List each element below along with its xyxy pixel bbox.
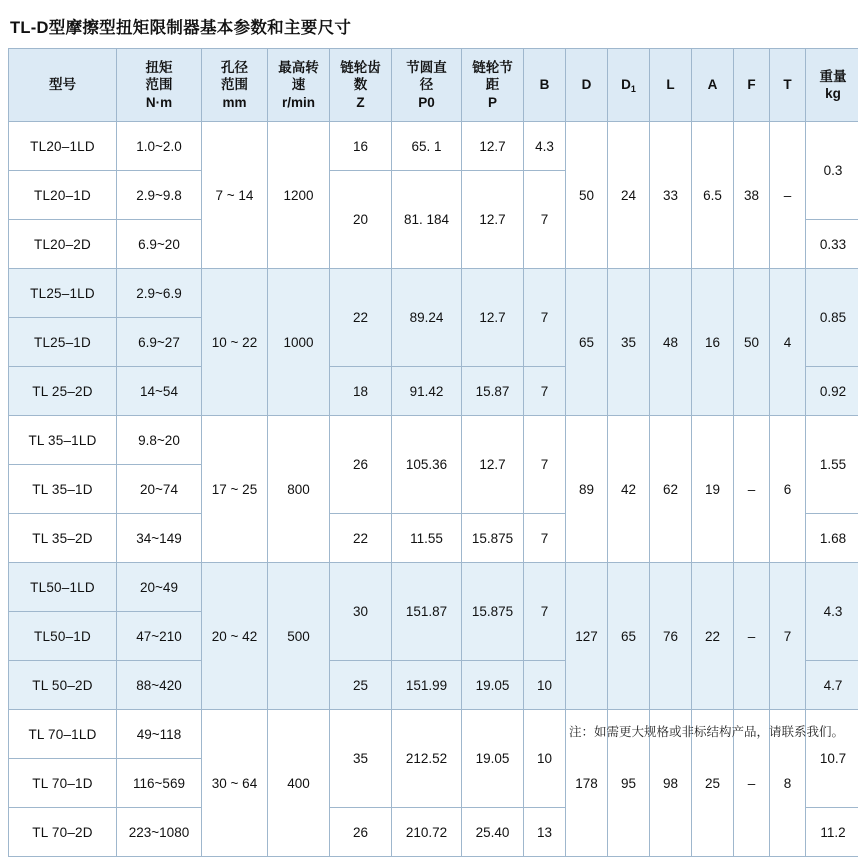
cell-weight: 0.92 xyxy=(806,367,858,416)
cell-pitch-dia: 151.99 xyxy=(392,661,462,710)
cell-f: – xyxy=(734,563,770,710)
table-row xyxy=(9,269,858,318)
cell-pitch-dia: 212.52 xyxy=(392,710,462,808)
header-line: F xyxy=(747,77,755,92)
cell-B: 10 xyxy=(524,661,566,710)
col-header-a xyxy=(692,49,734,122)
footer-note: 注：如需更大规格或非标结构产品，请联系我们。 xyxy=(569,722,844,740)
cell-f: – xyxy=(734,416,770,563)
cell-max-speed: 1200 xyxy=(268,122,330,269)
cell-weight: 4.7 xyxy=(806,661,858,710)
header-line: 节圆直 xyxy=(393,59,460,76)
cell-chain-pitch: 15.875 xyxy=(462,563,524,661)
cell-chain-pitch: 12.7 xyxy=(462,416,524,514)
cell-B: 7 xyxy=(524,171,566,269)
cell-torque-range: 20~74 xyxy=(117,465,202,514)
table-header xyxy=(9,49,858,122)
header-line: 径 xyxy=(393,76,460,93)
cell-pitch-dia: 151.87 xyxy=(392,563,462,661)
header-line: r/min xyxy=(269,94,328,111)
cell-model: TL 70–1LD xyxy=(9,710,117,759)
cell-teeth: 22 xyxy=(330,269,392,367)
col-header-d xyxy=(566,49,608,122)
col-header-teeth xyxy=(330,49,392,122)
cell-chain-pitch: 15.87 xyxy=(462,367,524,416)
cell-a: 6.5 xyxy=(692,122,734,269)
cell-model: TL 35–2D xyxy=(9,514,117,563)
header-line: 距 xyxy=(463,76,522,93)
table-row xyxy=(9,416,858,465)
cell-weight: 10.7 xyxy=(806,710,858,808)
cell-max-speed: 500 xyxy=(268,563,330,710)
cell-torque-range: 34~149 xyxy=(117,514,202,563)
cell-d1: 95 xyxy=(608,710,650,857)
cell-chain-pitch: 12.7 xyxy=(462,269,524,367)
cell-pitch-dia: 105.36 xyxy=(392,416,462,514)
cell-model: TL 35–1D xyxy=(9,465,117,514)
cell-B: 7 xyxy=(524,514,566,563)
cell-torque-range: 9.8~20 xyxy=(117,416,202,465)
cell-torque-range: 116~569 xyxy=(117,759,202,808)
cell-t: 8 xyxy=(770,710,806,857)
cell-a: 19 xyxy=(692,416,734,563)
cell-model: TL50–1LD xyxy=(9,563,117,612)
cell-torque-range: 223~1080 xyxy=(117,808,202,857)
col-header-pitch-diameter xyxy=(392,49,462,122)
col-header-torque xyxy=(117,49,202,122)
cell-pitch-dia: 89.24 xyxy=(392,269,462,367)
header-line: 孔径 xyxy=(203,59,266,76)
table-row xyxy=(9,122,858,171)
header-line: 链轮齿 xyxy=(331,59,390,76)
cell-model: TL 50–2D xyxy=(9,661,117,710)
col-header-bore xyxy=(202,49,268,122)
col-header-weight xyxy=(806,49,858,122)
cell-f: 38 xyxy=(734,122,770,269)
cell-weight: 1.68 xyxy=(806,514,858,563)
cell-model: TL 35–1LD xyxy=(9,416,117,465)
cell-t: – xyxy=(770,122,806,269)
cell-d1: 42 xyxy=(608,416,650,563)
col-header-model xyxy=(9,49,117,122)
cell-a: 25 xyxy=(692,710,734,857)
table-body xyxy=(9,122,858,857)
cell-l: 98 xyxy=(650,710,692,857)
col-header-d1 xyxy=(608,49,650,122)
header-line: 范围 xyxy=(203,76,266,93)
cell-d: 89 xyxy=(566,416,608,563)
cell-model: TL20–2D xyxy=(9,220,117,269)
cell-weight: 0.3 xyxy=(806,122,858,220)
cell-pitch-dia: 91.42 xyxy=(392,367,462,416)
cell-torque-range: 20~49 xyxy=(117,563,202,612)
cell-a: 22 xyxy=(692,563,734,710)
header-line: D xyxy=(621,77,631,92)
cell-bore-range: 17 ~ 25 xyxy=(202,416,268,563)
cell-model: TL 70–1D xyxy=(9,759,117,808)
col-header-t xyxy=(770,49,806,122)
cell-d: 65 xyxy=(566,269,608,416)
cell-l: 48 xyxy=(650,269,692,416)
cell-teeth: 22 xyxy=(330,514,392,563)
header-line: D xyxy=(582,77,592,92)
cell-l: 33 xyxy=(650,122,692,269)
header-line: 范围 xyxy=(118,76,200,93)
cell-bore-range: 30 ~ 64 xyxy=(202,710,268,857)
cell-torque-range: 49~118 xyxy=(117,710,202,759)
col-header-f xyxy=(734,49,770,122)
cell-model: TL 25–2D xyxy=(9,367,117,416)
cell-pitch-dia: 81. 184 xyxy=(392,171,462,269)
cell-B: 10 xyxy=(524,710,566,808)
table-row xyxy=(9,563,858,612)
cell-pitch-dia: 65. 1 xyxy=(392,122,462,171)
cell-teeth: 26 xyxy=(330,416,392,514)
cell-teeth: 30 xyxy=(330,563,392,661)
cell-B: 7 xyxy=(524,269,566,367)
cell-bore-range: 20 ~ 42 xyxy=(202,563,268,710)
cell-chain-pitch: 25.40 xyxy=(462,808,524,857)
cell-chain-pitch: 19.05 xyxy=(462,710,524,808)
header-line: kg xyxy=(807,85,858,102)
header-subscript: 1 xyxy=(631,84,636,94)
cell-torque-range: 2.9~9.8 xyxy=(117,171,202,220)
header-line: mm xyxy=(203,94,266,111)
cell-chain-pitch: 19.05 xyxy=(462,661,524,710)
header-line: 扭矩 xyxy=(118,59,200,76)
header-line: N·m xyxy=(118,94,200,111)
cell-B: 13 xyxy=(524,808,566,857)
cell-model: TL20–1D xyxy=(9,171,117,220)
header-line: L xyxy=(666,77,674,92)
cell-l: 62 xyxy=(650,416,692,563)
cell-d1: 65 xyxy=(608,563,650,710)
col-header-chain-pitch xyxy=(462,49,524,122)
cell-torque-range: 14~54 xyxy=(117,367,202,416)
header-line: B xyxy=(540,77,550,92)
cell-weight: 1.55 xyxy=(806,416,858,514)
cell-teeth: 25 xyxy=(330,661,392,710)
header-line: 数 xyxy=(331,76,390,93)
header-line: 最高转 xyxy=(269,59,328,76)
cell-a: 16 xyxy=(692,269,734,416)
cell-model: TL 70–2D xyxy=(9,808,117,857)
cell-max-speed: 400 xyxy=(268,710,330,857)
cell-max-speed: 1000 xyxy=(268,269,330,416)
cell-B: 7 xyxy=(524,367,566,416)
cell-B: 7 xyxy=(524,563,566,661)
cell-teeth: 18 xyxy=(330,367,392,416)
cell-d1: 35 xyxy=(608,269,650,416)
cell-chain-pitch: 15.875 xyxy=(462,514,524,563)
cell-pitch-dia: 210.72 xyxy=(392,808,462,857)
cell-chain-pitch: 12.7 xyxy=(462,122,524,171)
col-header-l xyxy=(650,49,692,122)
cell-d: 127 xyxy=(566,563,608,710)
cell-f: – xyxy=(734,710,770,857)
cell-model: TL50–1D xyxy=(9,612,117,661)
cell-torque-range: 1.0~2.0 xyxy=(117,122,202,171)
cell-t: 7 xyxy=(770,563,806,710)
cell-model: TL25–1D xyxy=(9,318,117,367)
cell-weight: 4.3 xyxy=(806,563,858,661)
cell-model: TL25–1LD xyxy=(9,269,117,318)
header-line: A xyxy=(708,77,718,92)
cell-d: 178 xyxy=(566,710,608,857)
cell-teeth: 26 xyxy=(330,808,392,857)
col-header-b xyxy=(524,49,566,122)
cell-t: 4 xyxy=(770,269,806,416)
header-line: 链轮节 xyxy=(463,59,522,76)
cell-pitch-dia: 11.55 xyxy=(392,514,462,563)
header-line: P xyxy=(463,94,522,111)
cell-B: 4.3 xyxy=(524,122,566,171)
header-line: 型号 xyxy=(10,76,115,93)
cell-chain-pitch: 12.7 xyxy=(462,171,524,269)
cell-torque-range: 6.9~27 xyxy=(117,318,202,367)
cell-torque-range: 6.9~20 xyxy=(117,220,202,269)
col-header-speed xyxy=(268,49,330,122)
header-line: 速 xyxy=(269,76,328,93)
cell-t: 6 xyxy=(770,416,806,563)
cell-bore-range: 7 ~ 14 xyxy=(202,122,268,269)
cell-teeth: 16 xyxy=(330,122,392,171)
cell-torque-range: 47~210 xyxy=(117,612,202,661)
cell-torque-range: 2.9~6.9 xyxy=(117,269,202,318)
cell-d1: 24 xyxy=(608,122,650,269)
header-line: T xyxy=(783,77,791,92)
cell-bore-range: 10 ~ 22 xyxy=(202,269,268,416)
cell-weight: 0.33 xyxy=(806,220,858,269)
cell-torque-range: 88~420 xyxy=(117,661,202,710)
cell-weight: 11.2 xyxy=(806,808,858,857)
cell-d: 50 xyxy=(566,122,608,269)
header-line: 重量 xyxy=(807,68,858,85)
header-line: Z xyxy=(331,94,390,111)
cell-l: 76 xyxy=(650,563,692,710)
cell-B: 7 xyxy=(524,416,566,514)
cell-max-speed: 800 xyxy=(268,416,330,563)
cell-weight: 0.85 xyxy=(806,269,858,367)
header-line: P0 xyxy=(393,94,460,111)
cell-teeth: 35 xyxy=(330,710,392,808)
cell-teeth: 20 xyxy=(330,171,392,269)
header-row xyxy=(9,49,858,122)
cell-f: 50 xyxy=(734,269,770,416)
cell-model: TL20–1LD xyxy=(9,122,117,171)
page-title: TL-D型摩擦型扭矩限制器基本参数和主要尺寸 xyxy=(10,14,850,38)
